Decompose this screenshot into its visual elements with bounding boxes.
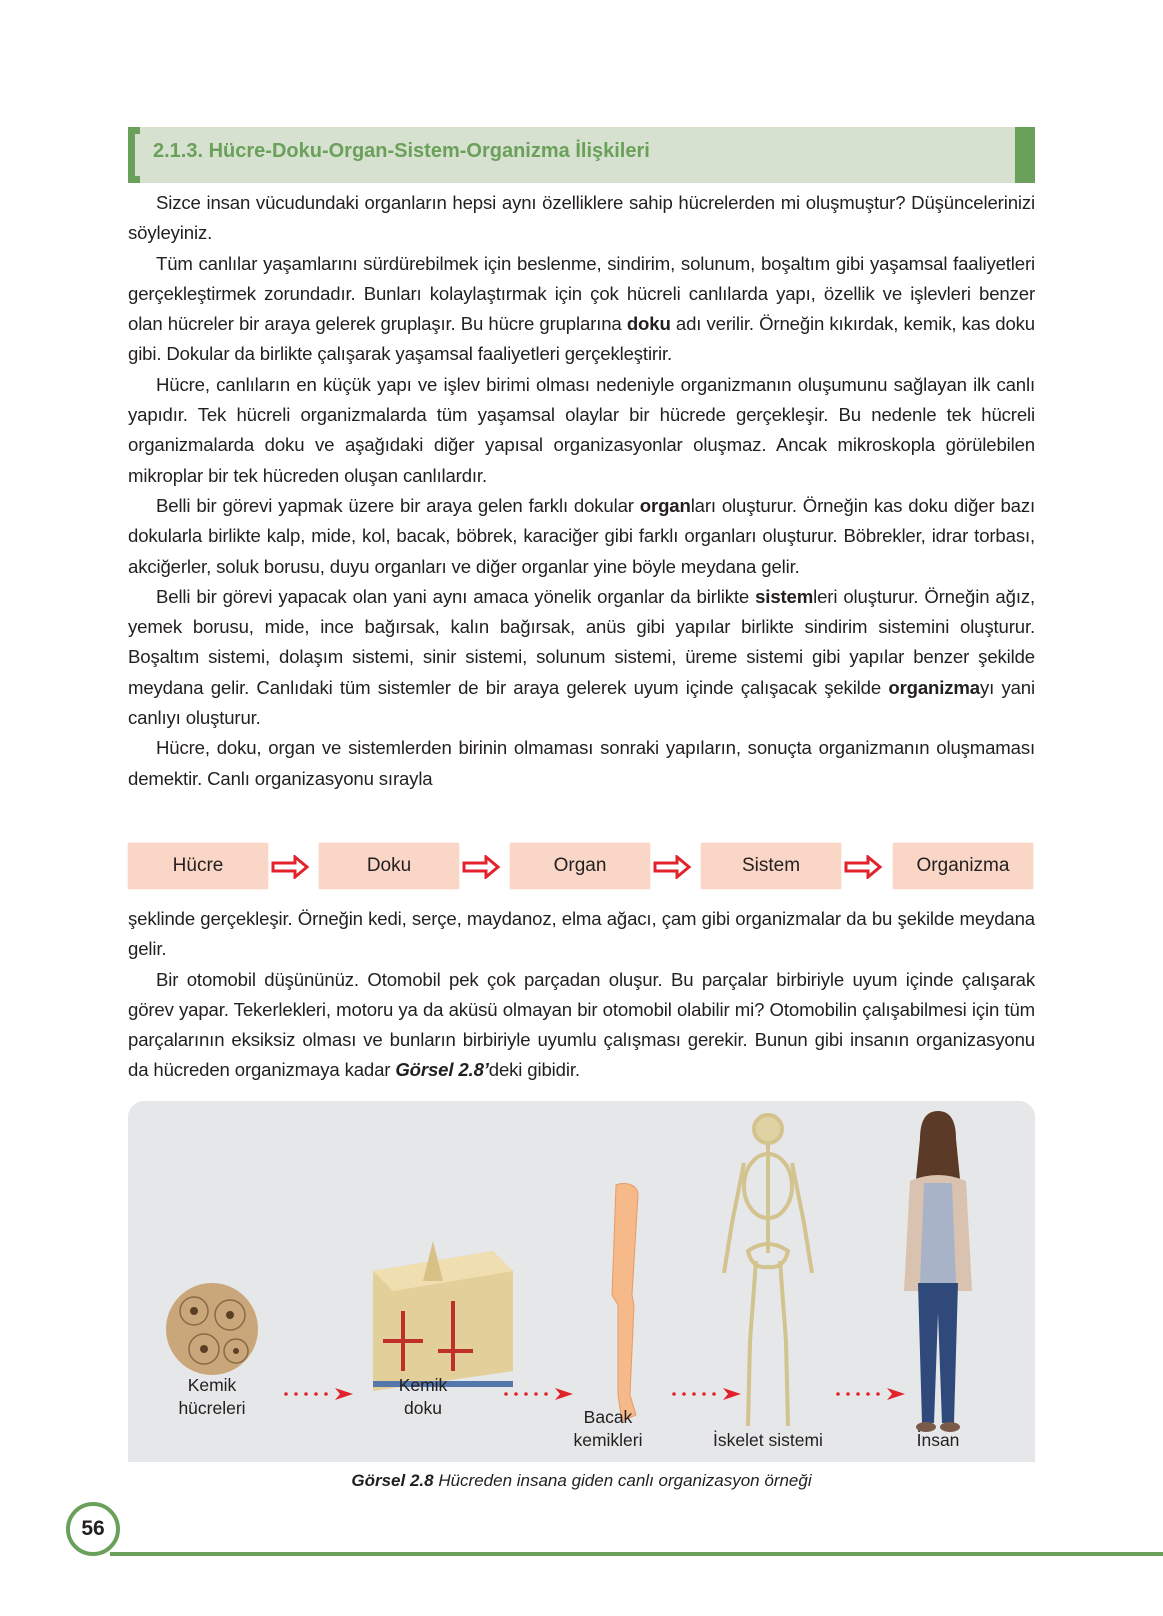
arrow-right-icon — [844, 855, 884, 879]
text-run: Hücre, canlıların en küçük yapı ve işlev birimi olması nedeniyle organizmanın oluşumunu sağlayan ilk canlı yapıdır. Tek hücreli organizmalarda tüm yaşamsal olaylar bir hücrede gerçekleşir. Bu nedenle tek hücreli organizmalarda doku ve aşağıdaki diğer yapısal organizasyonlar oluşmaz. Ancak mikroskopla görülebilen mikroplar bir tek hücreden oluşan canlılardır. — [128, 373, 1035, 486]
label-insan: İnsan — [916, 1430, 960, 1450]
flow-box-hucre: Hücre — [128, 843, 268, 889]
paragraph — [128, 733, 1035, 794]
section-header — [128, 127, 1035, 183]
text-run: Belli bir görevi yapmak üzere bir araya gelen farklı dokular — [156, 494, 640, 516]
text-run: yı yani canlıyı oluşturur. — [128, 676, 1035, 729]
caption-text: Hücreden insana giden canlı organizasyon örneği — [433, 1471, 812, 1490]
text-run: Tüm canlılar yaşamlarını sürdürebilmek için beslenme, sindirim, solunum, boşaltım gibi yaşamsal faaliyetleri gerçekleştirmek zorundadır. Bunları kolaylaştırmak için çok hücreli canlılarda yapı, özellik ve işlevleri benzer olan hücreler bir araya gelerek gruplaşır. Bu hücre gruplarına — [128, 252, 1035, 335]
caption-label: Görsel 2.8 — [351, 1471, 434, 1490]
figure-caption — [0, 1471, 1163, 1491]
body-text-top — [128, 188, 1035, 794]
bone-tissue-image — [353, 1231, 513, 1391]
page-number: 56 — [66, 1502, 120, 1556]
flow-box-doku: Doku — [319, 843, 459, 889]
organization-flow — [128, 843, 1035, 889]
leg-bones-image — [598, 1181, 648, 1431]
paragraph — [128, 582, 1035, 733]
dotted-arrow-icon — [835, 1387, 907, 1401]
text-run: Hücre, doku, organ ve sistemlerden birinin olmaması sonraki yapıların, sonuçta organizmanın oluşmaması demektir. Canlı organizasyonu sırayla — [128, 737, 1035, 789]
bold-term: organizma — [888, 676, 980, 698]
figure-panel — [128, 1101, 1035, 1462]
footer-line — [110, 1552, 1163, 1556]
text-run: deki gibidir. — [488, 1059, 580, 1081]
header-bracket-right — [1015, 127, 1035, 183]
label-iskelet-sistemi: İskelet sistemi — [713, 1430, 823, 1450]
flow-box-organ: Organ — [510, 843, 650, 889]
text-run: adı verilir. Örneğin kıkırdak, kemik, kas doku gibi. Dokular da birlikte çalışarak yaşamsal faaliyetleri gerçekleştirir. — [128, 313, 1036, 365]
paragraph — [128, 491, 1035, 582]
header-bracket-left — [128, 127, 140, 183]
flow-box-organizma: Organizma — [893, 843, 1033, 889]
body-text-bottom — [128, 904, 1035, 1086]
label-kemik-hucreleri: Kemik hücreleri — [178, 1375, 246, 1418]
bold-term: organ — [639, 494, 691, 516]
text-run: ları oluşturur. Örneğin kas doku diğer bazı dokularla birlikte kalp, mide, kol, bacak, böbrek, karaciğer gibi farklı organları oluşturur. Böbrekler, idrar torbası, akciğerler, soluk borusu, duyu organları ve diğer organlar yine böyle meydana gelir. — [128, 494, 1035, 577]
paragraph — [128, 965, 1035, 1086]
bone-cells-image — [164, 1281, 260, 1377]
text-run: Bir otomobil düşününüz. Otomobil pek çok parçadan oluşur. Bu parçalar birbiriyle uyum içinde çalışarak görev yapar. Tekerlekleri, motoru ya da aküsü olmayan bir otomobil olabilir mi? Otomobilin çalışabilmesi için tüm parçalarının eksiksiz olması ve bunların birbiriyle uyumlu çalışması gerekir. Bunun gibi insanın organizasyonu da hücreden organizmaya kadar — [128, 968, 1035, 1081]
paragraph — [128, 904, 1035, 965]
label-bacak-kemikleri: Bacak kemikleri — [573, 1407, 643, 1450]
section-title: 2.1.3. Hücre-Doku-Organ-Sistem-Organizma İlişkileri — [153, 140, 650, 162]
flow-box-sistem: Sistem — [701, 843, 841, 889]
bold-term: doku — [626, 313, 671, 335]
text-run: Belli bir görevi yapacak olan yani aynı amaca yönelik organlar da birlikte — [156, 585, 756, 607]
dotted-arrow-icon — [671, 1387, 743, 1401]
dotted-arrow-icon — [503, 1387, 575, 1401]
dotted-arrow-icon — [283, 1387, 355, 1401]
arrow-right-icon — [653, 855, 693, 879]
label-kemik-doku: Kemik doku — [398, 1375, 448, 1418]
text-run: leri oluşturur. Örneğin ağız, yemek borusu, mide, ince bağırsak, kalın bağırsak, anüs gibi yapılar birlikte sindirim sistemini oluşturur. Boşaltım sistemi, dolaşım sistemi, sinir sistemi, solunum sistemi, üreme sistemi gibi yapılar benzer şekilde meydana gelir. Canlıdaki tüm sistemler de bir araya gelerek uyum içinde çalışacak şekilde — [128, 585, 1035, 698]
arrow-right-icon — [271, 855, 311, 879]
paragraph — [128, 370, 1035, 491]
arrow-right-icon — [462, 855, 502, 879]
paragraph — [128, 188, 1035, 249]
bold-term: sistem — [755, 585, 814, 607]
text-run: şeklinde gerçekleşir. Örneğin kedi, serçe, maydanoz, elma ağacı, çam gibi organizmalar da bu şekilde meydana gelir. — [128, 908, 1035, 960]
paragraph — [128, 249, 1035, 370]
text-run: Sizce insan vücudundaki organların hepsi aynı özelliklere sahip hücrelerden mi oluşmuştur? Düşüncelerinizi söyleyiniz. — [128, 192, 1035, 244]
bold-term: Görsel 2.8’ — [395, 1059, 489, 1081]
